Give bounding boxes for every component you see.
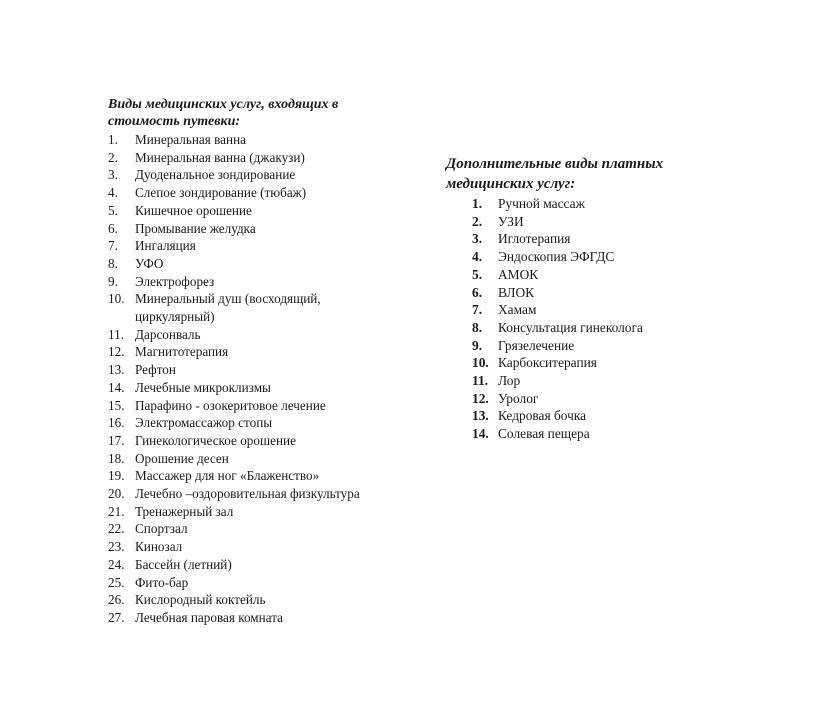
list-item	[108, 343, 428, 361]
list-item	[472, 390, 746, 408]
list-item	[108, 326, 428, 344]
item-text: Солевая пещера	[498, 426, 590, 442]
item-text: Дуоденальное зондирование	[135, 167, 296, 183]
list-item	[472, 266, 746, 284]
list-item	[108, 379, 428, 397]
list-item	[472, 195, 746, 213]
paid-services-heading-line1: Дополнительные виды платных	[446, 156, 664, 172]
list-item	[108, 220, 428, 238]
item-number: 25.	[108, 574, 125, 590]
list-item	[108, 131, 428, 149]
item-number	[108, 308, 135, 326]
item-number: 23.	[108, 539, 125, 555]
item-number: 19.	[108, 468, 125, 484]
list-item	[108, 202, 428, 220]
item-text: Минеральная ванна	[135, 132, 246, 147]
list-item	[108, 237, 428, 255]
list-item	[472, 319, 746, 337]
item-text: Тренажерный зал	[135, 503, 234, 519]
item-number: 3.	[472, 231, 483, 247]
item-number: 1.	[472, 196, 483, 211]
list-item	[472, 230, 746, 248]
item-number: 13.	[472, 408, 489, 424]
list-item	[108, 485, 428, 503]
item-number: 3.	[108, 167, 118, 183]
item-text: УФО	[135, 255, 164, 271]
item-text: Карбокситерапия	[498, 355, 597, 371]
included-services-heading-line1: Виды медицинских услуг, входящих в	[108, 97, 339, 112]
list-item	[108, 432, 428, 450]
item-text: Спортзал	[135, 521, 188, 537]
item-number: 5.	[472, 266, 483, 282]
paid-services-section	[446, 154, 746, 443]
item-text: Магнитотерапия	[135, 344, 229, 360]
list-item	[472, 425, 746, 443]
item-number: 17.	[108, 432, 125, 448]
list-item	[108, 255, 428, 273]
item-text: Электрофорез	[135, 273, 215, 289]
list-item	[108, 556, 428, 574]
item-text: Кедровая бочка	[498, 408, 587, 424]
list-item	[472, 354, 746, 372]
item-number: 14.	[108, 379, 125, 395]
item-text: ВЛОК	[498, 284, 535, 300]
list-item	[108, 149, 428, 167]
list-item	[108, 591, 428, 609]
paid-services-heading-line2: медицинских услуг:	[446, 176, 576, 192]
list-item	[108, 361, 428, 379]
list-item	[108, 467, 428, 485]
list-item	[108, 574, 428, 592]
list-item	[108, 520, 428, 538]
item-number: 9.	[472, 337, 483, 353]
item-text: Гинекологическое орошение	[135, 432, 296, 448]
item-text: Электромассажор стопы	[135, 415, 273, 431]
item-number: 12.	[472, 390, 489, 406]
item-number: 2.	[472, 213, 483, 229]
item-number: 6.	[472, 284, 483, 300]
item-number: 4.	[472, 249, 483, 265]
item-number: 6.	[108, 220, 118, 236]
item-number: 11.	[108, 326, 124, 342]
list-item	[472, 248, 746, 266]
item-text: Лор	[498, 373, 521, 389]
item-text: Фито-бар	[135, 574, 189, 590]
item-text: УЗИ	[498, 213, 524, 229]
list-item	[108, 503, 428, 521]
included-services-heading	[108, 96, 428, 130]
item-number: 13.	[108, 362, 125, 378]
item-number: 21.	[108, 503, 125, 519]
item-number: 4.	[108, 185, 118, 201]
included-services-heading-line2: стоимость путевки:	[108, 114, 241, 129]
list-item	[108, 273, 428, 291]
item-number: 8.	[472, 319, 483, 335]
paid-services-heading	[446, 154, 746, 194]
list-item	[108, 290, 428, 308]
item-number: 7.	[108, 238, 118, 254]
item-number: 14.	[472, 426, 489, 442]
item-text: циркулярный)	[135, 309, 215, 325]
item-text: Консультация гинеколога	[498, 319, 644, 335]
item-text: Грязелечение	[498, 337, 575, 353]
item-text: Минеральный душ (восходящий,	[135, 291, 321, 307]
list-item	[472, 284, 746, 302]
item-number: 24.	[108, 556, 125, 572]
item-text: Ручной массаж	[498, 196, 585, 211]
item-number: 27.	[108, 609, 125, 625]
item-text: Рефтон	[135, 362, 176, 378]
item-text: Кишечное орошение	[135, 202, 252, 218]
list-item	[472, 372, 746, 390]
list-item	[108, 538, 428, 556]
item-text: Бассейн (летний)	[135, 556, 232, 572]
item-number: 9.	[108, 273, 118, 289]
item-number: 11.	[472, 373, 488, 389]
item-text: Лечебные микроклизмы	[135, 379, 271, 395]
item-number: 5.	[108, 202, 118, 218]
item-number: 2.	[108, 149, 118, 165]
list-item	[472, 301, 746, 319]
item-text: Лечебно –оздоровительная физкультура	[135, 486, 360, 502]
included-services-list	[108, 131, 428, 627]
list-item	[108, 609, 428, 627]
item-text: Промывание желудка	[135, 220, 256, 236]
item-text: Иглотерапия	[498, 231, 571, 247]
item-text: Минеральная ванна (джакузи)	[135, 149, 305, 165]
item-text: Слепое зондирование (тюбаж)	[135, 185, 307, 201]
list-item	[472, 337, 746, 355]
list-item	[108, 184, 428, 202]
item-text: Парафино - озокеритовое лечение	[135, 397, 326, 413]
item-number: 18.	[108, 450, 125, 466]
list-item	[108, 450, 428, 468]
item-text: Эндоскопия ЭФГДС	[498, 249, 615, 265]
item-number: 16.	[108, 415, 125, 431]
item-number: 12.	[108, 344, 125, 360]
item-number: 26.	[108, 592, 125, 608]
item-number: 22.	[108, 521, 125, 537]
item-number: 7.	[472, 302, 483, 318]
item-text: Орошение десен	[135, 450, 229, 466]
item-text: Ингаляция	[135, 238, 196, 254]
item-number: 1.	[108, 132, 118, 147]
item-text: АМОК	[498, 266, 539, 282]
item-number: 10.	[108, 291, 125, 307]
item-number: 10.	[472, 355, 489, 371]
item-number: 20.	[108, 486, 125, 502]
list-item	[108, 308, 428, 326]
included-services-section	[108, 96, 428, 627]
item-text: Кислородный коктейль	[135, 592, 266, 608]
item-text: Лечебная паровая комната	[135, 609, 283, 625]
list-item	[108, 166, 428, 184]
item-text: Хамам	[498, 302, 537, 318]
item-text: Кинозал	[135, 539, 183, 555]
list-item	[472, 407, 746, 425]
item-number: 8.	[108, 255, 118, 271]
item-text: Уролог	[498, 390, 539, 406]
list-item	[108, 414, 428, 432]
item-text: Дарсонваль	[135, 326, 201, 342]
paid-services-list	[446, 195, 746, 443]
item-number: 15.	[108, 397, 125, 413]
list-item	[108, 397, 428, 415]
item-text: Массажер для ног «Блаженство»	[135, 468, 320, 484]
list-item	[472, 213, 746, 231]
